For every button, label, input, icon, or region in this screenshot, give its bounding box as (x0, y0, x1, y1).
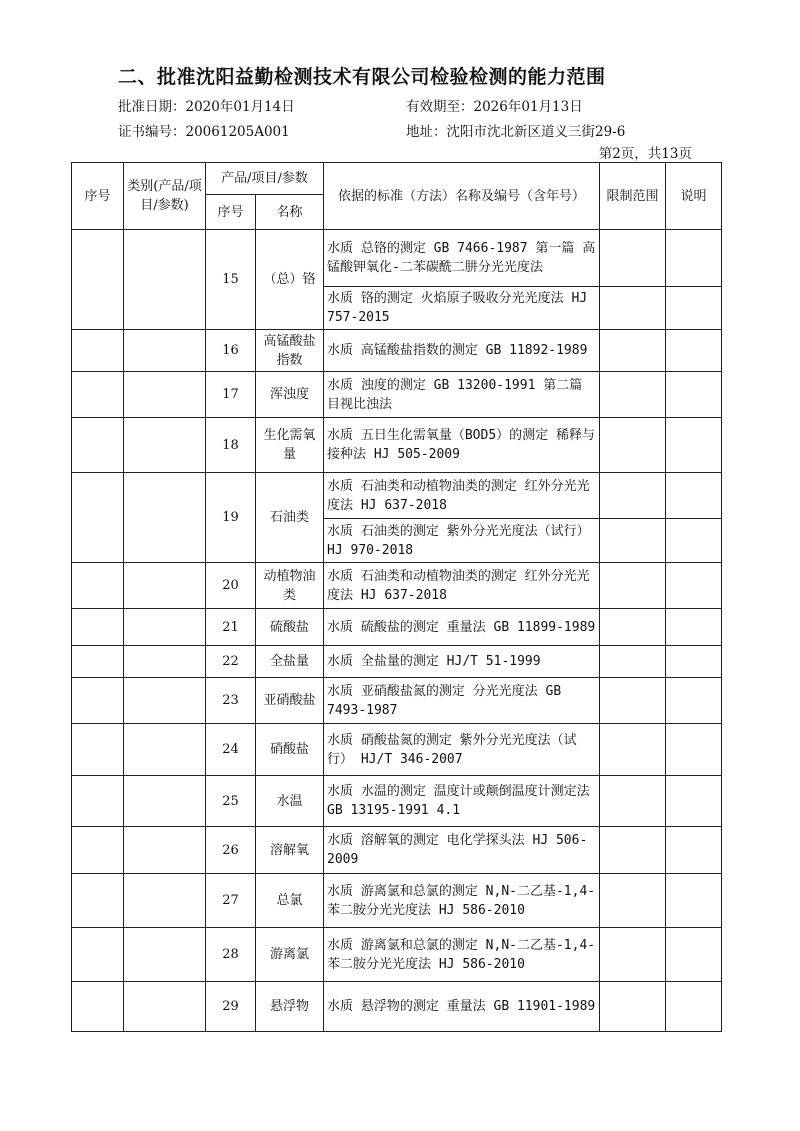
item-number: 29 (206, 982, 256, 1032)
approval-date: 批准日期：2020年01月14日 (118, 99, 295, 115)
note-cell (666, 372, 722, 418)
item-name: 石油类 (256, 473, 324, 563)
table-header (72, 163, 722, 230)
limit-cell (600, 519, 666, 563)
standard-text: 水质 悬浮物的测定 重量法 GB 11901-1989 (324, 982, 600, 1032)
limit-cell (600, 928, 666, 982)
table-row (72, 473, 722, 519)
table-row (72, 418, 722, 473)
standard-text: 水质 硫酸盐的测定 重量法 GB 11899-1989 (324, 609, 600, 646)
row-category-cell (124, 928, 206, 982)
item-name: 浑浊度 (256, 372, 324, 418)
standard-text: 水质 铬的测定 火焰原子吸收分光光度法 HJ 757-2015 (324, 287, 600, 330)
row-seq-cell (72, 646, 124, 678)
note-cell (666, 287, 722, 330)
standard-text: 水质 全盐量的测定 HJ/T 51-1999 (324, 646, 600, 678)
limit-cell (600, 724, 666, 776)
table-row (72, 874, 722, 928)
item-number: 16 (206, 330, 256, 372)
limit-cell (600, 330, 666, 372)
limit-cell (600, 827, 666, 874)
row-seq-cell (72, 330, 124, 372)
row-category-cell (124, 982, 206, 1032)
header-sub-seq: 序号 (206, 195, 256, 230)
limit-cell (600, 563, 666, 609)
table-row (72, 563, 722, 609)
note-cell (666, 473, 722, 519)
row-category-cell (124, 827, 206, 874)
item-number: 17 (206, 372, 256, 418)
note-cell (666, 646, 722, 678)
note-cell (666, 563, 722, 609)
limit-cell (600, 287, 666, 330)
item-name: 硝酸盐 (256, 724, 324, 776)
limit-cell (600, 874, 666, 928)
table-row (72, 330, 722, 372)
item-name: 全盐量 (256, 646, 324, 678)
header-standard: 依据的标准（方法）名称及编号（含年号） (324, 163, 600, 230)
limit-cell (600, 372, 666, 418)
row-seq-cell (72, 678, 124, 724)
item-number: 24 (206, 724, 256, 776)
standard-text: 水质 总铬的测定 GB 7466-1987 第一篇 高锰酸钾氧化-二苯碳酰二肼分光光度法 (324, 230, 600, 287)
item-name: 生化需氧量 (256, 418, 324, 473)
standard-text: 水质 高锰酸盐指数的测定 GB 11892-1989 (324, 330, 600, 372)
standard-text: 水质 溶解氧的测定 电化学探头法 HJ 506-2009 (324, 827, 600, 874)
note-cell (666, 874, 722, 928)
row-seq-cell (72, 230, 124, 330)
item-number: 21 (206, 609, 256, 646)
item-number: 20 (206, 563, 256, 609)
standard-text: 水质 游离氯和总氯的测定 N,N-二乙基-1,4-苯二胺分光光度法 HJ 586-2010 (324, 874, 600, 928)
item-number: 27 (206, 874, 256, 928)
row-category-cell (124, 372, 206, 418)
limit-cell (600, 473, 666, 519)
limit-cell (600, 678, 666, 724)
note-cell (666, 609, 722, 646)
item-number: 15 (206, 230, 256, 330)
item-name: 溶解氧 (256, 827, 324, 874)
row-category-cell (124, 563, 206, 609)
row-seq-cell (72, 724, 124, 776)
address: 地址：沈阳市沈北新区道义三街29-6 (406, 124, 626, 140)
limit-cell (600, 776, 666, 827)
item-name: 总氯 (256, 874, 324, 928)
table-row (72, 928, 722, 982)
table-row (72, 724, 722, 776)
row-category-cell (124, 874, 206, 928)
row-category-cell (124, 724, 206, 776)
item-number: 28 (206, 928, 256, 982)
standard-text: 水质 石油类和动植物油类的测定 红外分光光度法 HJ 637-2018 (324, 473, 600, 519)
row-category-cell (124, 609, 206, 646)
table-row (72, 678, 722, 724)
standard-text: 水质 亚硝酸盐氮的测定 分光光度法 GB 7493-1987 (324, 678, 600, 724)
row-category-cell (124, 776, 206, 827)
row-category-cell (124, 646, 206, 678)
item-number: 26 (206, 827, 256, 874)
note-cell (666, 519, 722, 563)
note-cell (666, 776, 722, 827)
item-name: 亚硝酸盐 (256, 678, 324, 724)
item-name: 高锰酸盐指数 (256, 330, 324, 372)
header-category: 类别(产品/项目/参数) (124, 163, 206, 230)
header-seq: 序号 (72, 163, 124, 230)
certificate-number: 证书编号：20061205A001 (118, 124, 290, 140)
limit-cell (600, 418, 666, 473)
note-cell (666, 418, 722, 473)
item-name: 硫酸盐 (256, 609, 324, 646)
row-seq-cell (72, 928, 124, 982)
note-cell (666, 928, 722, 982)
page-number: 第2页，共13页 (598, 146, 692, 162)
standard-text: 水质 硝酸盐氮的测定 紫外分光光度法（试行） HJ/T 346-2007 (324, 724, 600, 776)
row-seq-cell (72, 418, 124, 473)
note-cell (666, 678, 722, 724)
table-row (72, 372, 722, 418)
table-row (72, 609, 722, 646)
row-category-cell (124, 678, 206, 724)
item-number: 19 (206, 473, 256, 563)
capability-table (71, 162, 722, 1032)
item-name: 动植物油类 (256, 563, 324, 609)
table-row (72, 827, 722, 874)
note-cell (666, 827, 722, 874)
limit-cell (600, 982, 666, 1032)
header-sub-name: 名称 (256, 195, 324, 230)
document-title: 二、批准沈阳益勤检测技术有限公司检验检测的能力范围 (118, 66, 606, 88)
header-limit: 限制范围 (600, 163, 666, 230)
row-seq-cell (72, 563, 124, 609)
row-seq-cell (72, 473, 124, 563)
row-seq-cell (72, 874, 124, 928)
item-number: 18 (206, 418, 256, 473)
limit-cell (600, 230, 666, 287)
table-row (72, 230, 722, 287)
row-seq-cell (72, 982, 124, 1032)
table-body (72, 230, 722, 1032)
row-category-cell (124, 473, 206, 563)
note-cell (666, 982, 722, 1032)
limit-cell (600, 609, 666, 646)
item-name: （总）铬 (256, 230, 324, 330)
standard-text: 水质 水温的测定 温度计或颠倒温度计测定法 GB 13195-1991 4.1 (324, 776, 600, 827)
standard-text: 水质 五日生化需氧量（BOD5）的测定 稀释与接种法 HJ 505-2009 (324, 418, 600, 473)
limit-cell (600, 646, 666, 678)
valid-until: 有效期至：2026年01月13日 (406, 99, 583, 115)
standard-text: 水质 浊度的测定 GB 13200-1991 第二篇 目视比浊法 (324, 372, 600, 418)
row-category-cell (124, 230, 206, 330)
row-seq-cell (72, 372, 124, 418)
item-name: 悬浮物 (256, 982, 324, 1032)
item-number: 23 (206, 678, 256, 724)
table-row (72, 776, 722, 827)
row-seq-cell (72, 827, 124, 874)
table-row (72, 646, 722, 678)
note-cell (666, 330, 722, 372)
header-product-group: 产品/项目/参数 (206, 163, 324, 195)
note-cell (666, 230, 722, 287)
table-row (72, 982, 722, 1032)
standard-text: 水质 游离氯和总氯的测定 N,N-二乙基-1,4-苯二胺分光光度法 HJ 586-2010 (324, 928, 600, 982)
standard-text: 水质 石油类和动植物油类的测定 红外分光光度法 HJ 637-2018 (324, 563, 600, 609)
row-category-cell (124, 330, 206, 372)
standard-text: 水质 石油类的测定 紫外分光光度法（试行）HJ 970-2018 (324, 519, 600, 563)
row-seq-cell (72, 609, 124, 646)
header-note: 说明 (666, 163, 722, 230)
item-name: 水温 (256, 776, 324, 827)
row-seq-cell (72, 776, 124, 827)
note-cell (666, 724, 722, 776)
item-number: 22 (206, 646, 256, 678)
item-name: 游离氯 (256, 928, 324, 982)
item-number: 25 (206, 776, 256, 827)
row-category-cell (124, 418, 206, 473)
